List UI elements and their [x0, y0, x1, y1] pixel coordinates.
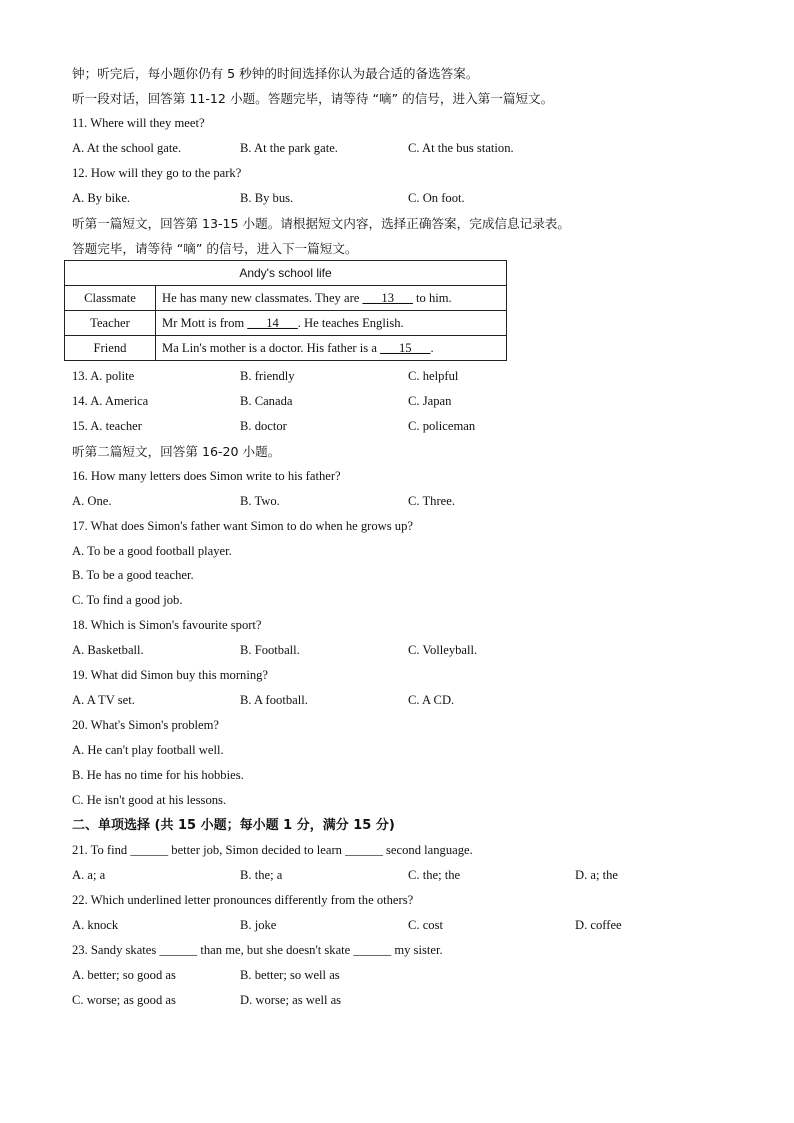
option-b: B. the; a: [240, 868, 283, 882]
instruction-line: 听第二篇短文，回答第 16-20 小题。: [72, 444, 281, 459]
option-a: A. Basketball.: [72, 643, 144, 657]
option-b: B. doctor: [240, 419, 287, 433]
question-text: 18. Which is Simon's favourite sport?: [72, 618, 262, 632]
option-c: C. cost: [408, 918, 443, 932]
question-text: 20. What's Simon's problem?: [72, 718, 220, 732]
table-row: [65, 311, 507, 336]
row-content: [156, 311, 507, 336]
question-text: 17. What does Simon's father want Simon to do when he grows up?: [72, 519, 413, 533]
option-a: A. A TV set.: [72, 693, 135, 707]
option-b: B. He has no time for his hobbies.: [72, 768, 244, 782]
option-d: D. coffee: [575, 918, 622, 932]
option-b: B. better; so well as: [240, 968, 340, 982]
answer-blank: ___13___: [362, 290, 413, 305]
table-row: [65, 286, 507, 311]
table-title: Andy's school life: [65, 261, 507, 286]
option-a: A. At the school gate.: [72, 141, 182, 155]
row-label: Teacher: [65, 311, 156, 336]
info-record-table: [64, 260, 507, 361]
row-label: Friend: [65, 336, 156, 361]
option-a: 13. A. polite: [72, 369, 135, 383]
option-a: 14. A. America: [72, 394, 149, 408]
option-a: A. One.: [72, 494, 112, 508]
option-a: A. a; a: [72, 868, 106, 882]
option-c: C. Japan: [408, 394, 452, 408]
answer-blank: ___15___: [380, 340, 431, 355]
option-b: B. Canada: [240, 394, 293, 408]
option-c: C. the; the: [408, 868, 461, 882]
question-text: 22. Which underlined letter pronounces differently from the others?: [72, 893, 414, 907]
option-c: C. To find a good job.: [72, 593, 183, 607]
question-text: 19. What did Simon buy this morning?: [72, 668, 269, 682]
question-text: 21. To find ______ better job, Simon decided to learn ______ second language.: [72, 843, 473, 857]
question-text: 23. Sandy skates ______ than me, but she doesn't skate ______ my sister.: [72, 943, 443, 957]
option-c: C. At the bus station.: [408, 141, 514, 155]
option-c: C. policeman: [408, 419, 476, 433]
option-b: B. To be a good teacher.: [72, 568, 194, 582]
instruction-line: 答题完毕，请等待 “嘀” 的信号，进入下一篇短文。: [72, 241, 358, 256]
row-text-before: He has many new classmates. They are: [162, 290, 363, 305]
option-c: C. Volleyball.: [408, 643, 478, 657]
row-text-before: Ma Lin's mother is a doctor. His father is a: [162, 340, 381, 355]
instruction-line: 听一段对话，回答第 11-12 小题。答题完毕，请等待 “嘀” 的信号，进入第一篇短文。: [72, 91, 554, 106]
option-b: B. friendly: [240, 369, 295, 383]
option-c: C. Three.: [408, 494, 455, 508]
row-text-after: .: [430, 340, 434, 355]
option-c: C. helpful: [408, 369, 459, 383]
question-text: 11. Where will they meet?: [72, 116, 205, 130]
option-c: C. A CD.: [408, 693, 455, 707]
row-content: [156, 336, 507, 361]
option-a: A. knock: [72, 918, 119, 932]
row-content: [156, 286, 507, 311]
option-a: 15. A. teacher: [72, 419, 142, 433]
row-text-after: to him.: [412, 290, 452, 305]
row-text-after: . He teaches English.: [297, 315, 404, 330]
row-label: Classmate: [65, 286, 156, 311]
option-a: A. better; so good as: [72, 968, 176, 982]
question-text: 16. How many letters does Simon write to his father?: [72, 469, 341, 483]
option-a: A. By bike.: [72, 191, 131, 205]
option-c: C. He isn't good at his lessons.: [72, 793, 227, 807]
table-row: [65, 336, 507, 361]
option-d: D. a; the: [575, 868, 619, 882]
instruction-line: 钟；听完后，每小题你仍有 5 秒钟的时间选择你认为最合适的备选答案。: [72, 66, 479, 81]
option-c: C. On foot.: [408, 191, 465, 205]
option-b: B. At the park gate.: [240, 141, 338, 155]
option-c: C. worse; as good as: [72, 993, 176, 1007]
option-b: B. Football.: [240, 643, 300, 657]
option-b: B. A football.: [240, 693, 308, 707]
option-a: A. To be a good football player.: [72, 544, 232, 558]
answer-blank: ___14___: [247, 315, 298, 330]
section-heading: 二、单项选择 (共 15 小题；每小题 1 分，满分 15 分): [72, 818, 395, 833]
question-text: 12. How will they go to the park?: [72, 166, 242, 180]
option-a: A. He can't play football well.: [72, 743, 224, 757]
option-d: D. worse; as well as: [240, 993, 342, 1007]
option-b: B. joke: [240, 918, 277, 932]
option-b: B. By bus.: [240, 191, 294, 205]
option-b: B. Two.: [240, 494, 280, 508]
row-text-before: Mr Mott is from: [162, 315, 248, 330]
instruction-line: 听第一篇短文，回答第 13-15 小题。请根据短文内容，选择正确答案，完成信息记录表。: [72, 216, 570, 231]
